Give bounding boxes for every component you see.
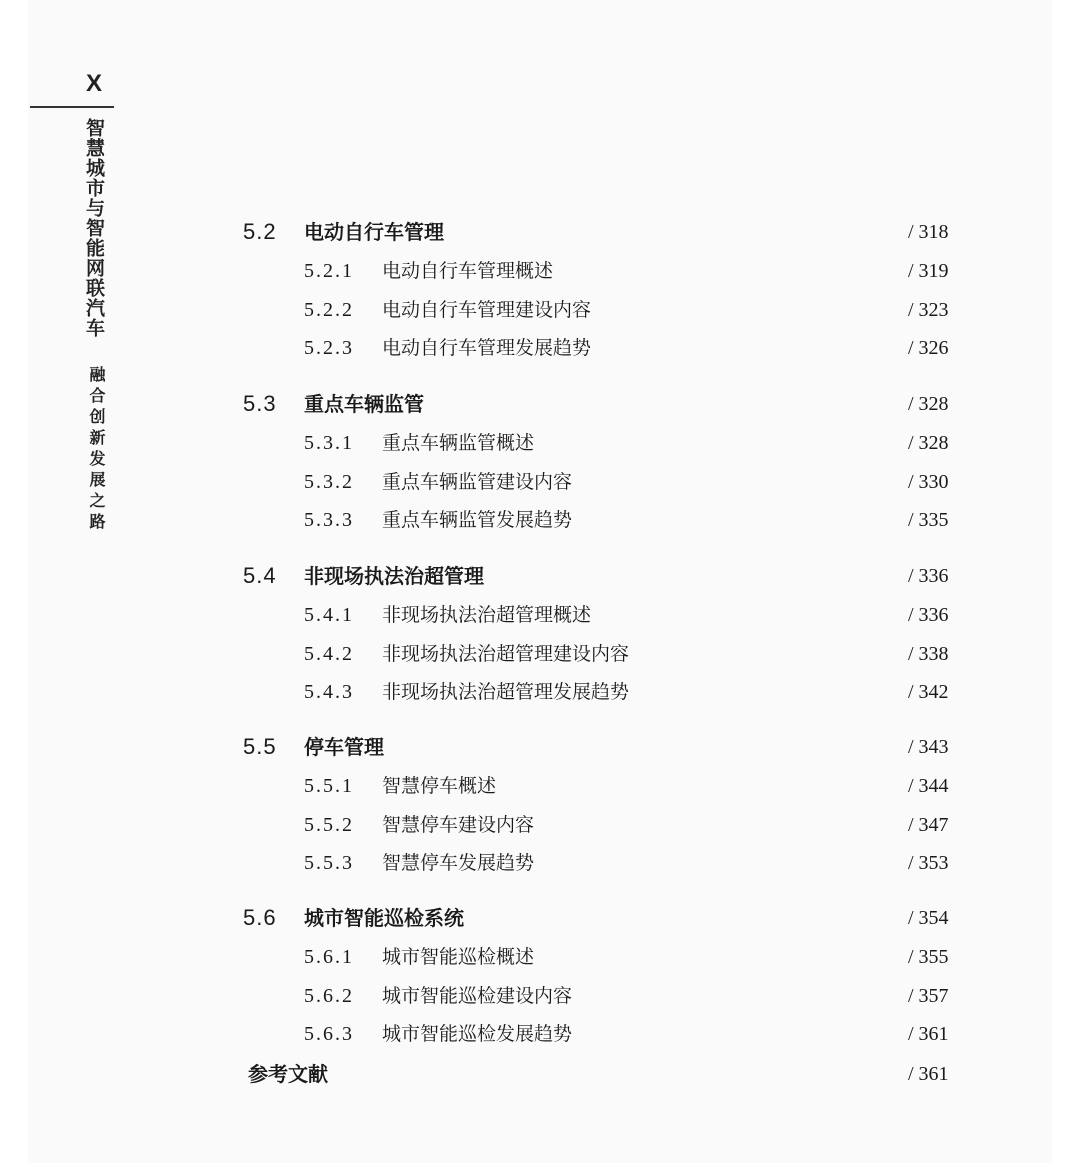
subsection-title: 城市智能巡检建设内容 xyxy=(382,984,573,1007)
subsection-title: 电动自行车管理发展趋势 xyxy=(382,337,592,359)
toc-subsection-row[interactable] xyxy=(0,294,1080,326)
subsection-number: 5.3.2 xyxy=(304,470,354,493)
section-number: 5.3 xyxy=(243,391,277,416)
subsection-number: 5.6.1 xyxy=(304,946,354,968)
toc-subsection-row[interactable] xyxy=(0,770,1080,802)
toc-section-row[interactable] xyxy=(0,902,1080,934)
toc-subsection-row[interactable] xyxy=(0,332,1080,364)
page-reference: / 353 xyxy=(908,852,949,874)
toc-section-row[interactable] xyxy=(0,560,1080,592)
header-rule xyxy=(30,106,114,108)
toc-subsection-row[interactable] xyxy=(0,941,1080,973)
page-reference: / 326 xyxy=(908,337,949,359)
book-subtitle: 融合创新发展之路 xyxy=(87,366,106,534)
toc-subsection-row[interactable] xyxy=(0,809,1080,841)
toc-subsection-row[interactable] xyxy=(0,599,1080,631)
page-number: X xyxy=(86,70,103,97)
subsection-number: 5.5.3 xyxy=(304,852,354,874)
page-reference: / 336 xyxy=(908,565,949,587)
subsection-number: 5.3.3 xyxy=(304,509,354,531)
subsection-title: 重点车辆监管发展趋势 xyxy=(382,509,573,531)
references-title: 参考文献 xyxy=(248,1062,328,1086)
page-reference: / 342 xyxy=(908,681,949,703)
subsection-title: 重点车辆监管建设内容 xyxy=(382,470,573,493)
section-number: 5.5 xyxy=(243,734,277,759)
toc-subsection-row[interactable] xyxy=(0,504,1080,536)
book-title: 智慧城市与智能网联汽车 xyxy=(83,118,105,338)
page-reference: / 338 xyxy=(908,642,949,665)
subsection-number: 5.2.2 xyxy=(304,298,354,321)
toc-subsection-row[interactable] xyxy=(0,255,1080,287)
toc-subsection-row[interactable] xyxy=(0,980,1080,1012)
page-reference: / 323 xyxy=(908,298,949,321)
subsection-number: 5.2.1 xyxy=(304,260,354,282)
page-reference: / 336 xyxy=(908,604,949,626)
toc-section-row[interactable] xyxy=(0,388,1080,420)
page-reference: / 361 xyxy=(908,1023,949,1045)
page-reference: / 357 xyxy=(908,984,949,1007)
page-reference: / 354 xyxy=(908,907,949,929)
page-reference: / 330 xyxy=(908,470,949,493)
subsection-title: 电动自行车管理概述 xyxy=(382,260,554,282)
subsection-title: 非现场执法治超管理建设内容 xyxy=(382,642,630,665)
page-reference: / 347 xyxy=(908,813,949,836)
subsection-number: 5.4.1 xyxy=(304,604,354,626)
section-number: 5.4 xyxy=(243,563,277,588)
subsection-title: 智慧停车概述 xyxy=(382,775,497,797)
page-reference: / 343 xyxy=(908,736,949,758)
subsection-number: 5.4.2 xyxy=(304,642,354,665)
toc-subsection-row[interactable] xyxy=(0,466,1080,498)
subsection-number: 5.5.1 xyxy=(304,775,354,797)
toc-section-row[interactable] xyxy=(0,216,1080,248)
page-reference: / 319 xyxy=(908,260,949,282)
section-number: 5.2 xyxy=(243,219,277,244)
subsection-number: 5.5.2 xyxy=(304,813,354,836)
subsection-title: 城市智能巡检发展趋势 xyxy=(382,1023,573,1045)
page-reference: / 335 xyxy=(908,509,949,531)
toc-subsection-row[interactable] xyxy=(0,427,1080,459)
subsection-title: 智慧停车建设内容 xyxy=(382,813,535,836)
subsection-number: 5.6.2 xyxy=(304,984,354,1007)
toc-subsection-row[interactable] xyxy=(0,676,1080,708)
subsection-title: 城市智能巡检概述 xyxy=(382,946,535,968)
section-title: 电动自行车管理 xyxy=(304,220,444,244)
page-reference: / 355 xyxy=(908,946,949,968)
section-title: 非现场执法治超管理 xyxy=(304,564,484,588)
page-reference: / 344 xyxy=(908,775,949,797)
subsection-number: 5.2.3 xyxy=(304,337,354,359)
page-reference: / 328 xyxy=(908,432,949,454)
toc-subsection-row[interactable] xyxy=(0,1018,1080,1050)
toc-subsection-row[interactable] xyxy=(0,638,1080,670)
subsection-number: 5.4.3 xyxy=(304,681,354,703)
subsection-title: 非现场执法治超管理概述 xyxy=(382,604,592,626)
section-title: 停车管理 xyxy=(304,735,384,759)
section-title: 重点车辆监管 xyxy=(304,392,424,416)
section-number: 5.6 xyxy=(243,905,277,930)
page-reference: / 318 xyxy=(908,221,949,243)
toc-references-row[interactable] xyxy=(0,1058,1080,1090)
page-reference: / 328 xyxy=(908,393,949,415)
subsection-title: 非现场执法治超管理发展趋势 xyxy=(382,681,630,703)
subsection-title: 重点车辆监管概述 xyxy=(382,432,535,454)
subsection-title: 智慧停车发展趋势 xyxy=(382,852,535,874)
page-reference: / 361 xyxy=(908,1063,949,1085)
subsection-number: 5.3.1 xyxy=(304,432,354,454)
toc-subsection-row[interactable] xyxy=(0,847,1080,879)
section-title: 城市智能巡检系统 xyxy=(304,906,464,930)
subsection-number: 5.6.3 xyxy=(304,1023,354,1045)
subsection-title: 电动自行车管理建设内容 xyxy=(382,298,592,321)
toc-section-row[interactable] xyxy=(0,731,1080,763)
